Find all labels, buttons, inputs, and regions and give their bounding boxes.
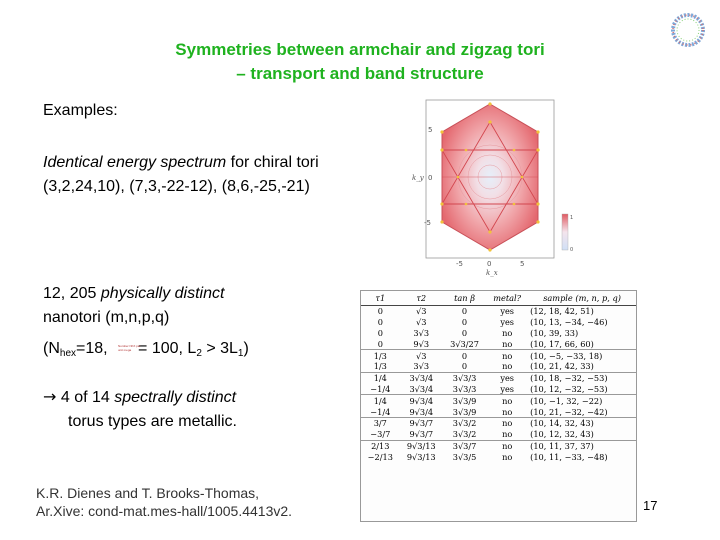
colorbar-tick-bottom: 0 <box>570 247 574 253</box>
cell-metal: no <box>502 406 513 417</box>
table-row <box>361 451 636 462</box>
cell-tanbeta: 0 <box>461 327 468 338</box>
cell-tau2: 9√3/4 <box>400 395 443 406</box>
reference-line-2: Ar.Xive: cond-mat.mes-hall/1005.4413v2. <box>36 503 293 519</box>
cell-tau2: 3√3 <box>413 327 430 338</box>
reference-line-1: K.R. Dienes and T. Brooks-Thomas, <box>36 485 260 501</box>
cell-tau1: −3/7 <box>370 429 391 440</box>
mini-formula-image: Number NhX per unit mega <box>118 344 141 352</box>
table-row <box>361 440 636 451</box>
y-tick-0: 0 <box>428 174 433 182</box>
distinct-line-1 <box>43 283 224 305</box>
cell-tanbeta: 0 <box>461 361 468 372</box>
cell-sample: (10, 21, 42, 33) <box>530 361 594 372</box>
cell-tau2: 3√3/4 <box>400 372 443 383</box>
cell-tanbeta: 0 <box>443 350 486 361</box>
cell-tau1: 3/7 <box>361 417 400 428</box>
cell-tanbeta: 3√3/2 <box>452 429 477 440</box>
cell-metal: yes <box>500 317 514 328</box>
cell-tau2: 3√3/4 <box>409 383 434 394</box>
cell-sample: (10, 21, −32, −42) <box>530 406 608 417</box>
title-line-1: Symmetries between armchair and zigzag tori <box>175 40 545 59</box>
ring-logo-icon <box>668 10 708 50</box>
identical-spectrum-italic: Identical energy spectrum <box>43 154 227 171</box>
cell-sample: (10, 12, 32, 43) <box>530 429 594 440</box>
cell-sample: (10, 11, 37, 37) <box>528 440 636 451</box>
col-header-sample: sample (m, n, p, q) <box>528 291 636 306</box>
cell-metal: yes <box>486 372 528 383</box>
nhex-subscript: hex <box>59 348 77 359</box>
cell-tau2: √3 <box>416 306 427 317</box>
table-row <box>361 384 636 395</box>
col-header-metal: metal? <box>486 291 528 306</box>
table-row <box>361 429 636 440</box>
cell-tau2: 9√3/13 <box>406 451 436 462</box>
distinct-count: 12, 205 <box>43 285 101 302</box>
cell-tanbeta: 3√3/5 <box>452 451 477 462</box>
l1-prefix: > 3L <box>201 340 238 357</box>
examples-label: Examples: <box>43 102 118 119</box>
band-structure-plot <box>398 94 584 278</box>
col-header-tanbeta: tan β <box>443 291 486 306</box>
cell-sample: (10, 17, 66, 60) <box>530 338 594 349</box>
cell-metal: no <box>502 429 513 440</box>
table-row <box>361 395 636 406</box>
y-tick-neg5: -5 <box>424 219 431 227</box>
cell-metal: no <box>502 327 513 338</box>
table-row <box>361 406 636 417</box>
cell-tau1: 1/4 <box>361 395 400 406</box>
x-tick-0: 0 <box>487 260 492 268</box>
cell-metal: yes <box>500 383 514 394</box>
table-row <box>361 372 636 383</box>
cell-tau1: 0 <box>377 338 383 349</box>
cell-tau2: 9√3/7 <box>409 429 434 440</box>
cell-metal: no <box>502 338 513 349</box>
cell-metal: no <box>486 417 528 428</box>
cell-sample: (10, 11, −33, −48) <box>530 451 608 462</box>
col-header-tau2: τ2 <box>400 291 443 306</box>
x-tick-neg5: -5 <box>456 260 463 268</box>
cell-sample: (12, 18, 42, 51) <box>530 306 594 317</box>
cell-sample: (10, 12, −32, −53) <box>530 383 608 394</box>
cell-tau1: 0 <box>377 306 383 317</box>
distinct-line-3 <box>43 338 249 365</box>
cell-tanbeta: 3√3/2 <box>443 417 486 428</box>
cell-tau2: 3√3 <box>413 361 430 372</box>
cell-tanbeta: 3√3/3 <box>443 372 486 383</box>
table-row <box>361 350 636 361</box>
metallic-line-2: torus types are metallic. <box>68 413 237 430</box>
colorbar <box>562 214 568 250</box>
identical-spectrum-line <box>43 152 319 174</box>
cell-tau2: √3 <box>400 350 443 361</box>
cell-metal: yes <box>500 306 514 317</box>
cell-tanbeta: 3√3/3 <box>452 383 477 394</box>
distinct-italic: physically distinct <box>100 285 225 302</box>
nhex-prefix: (N <box>43 340 60 357</box>
cell-tau1: −1/4 <box>370 406 391 417</box>
cell-tau1: −1/4 <box>370 383 391 394</box>
table-row <box>361 338 636 349</box>
cell-sample: (10, 14, 32, 43) <box>528 417 636 428</box>
cell-metal: no <box>486 350 528 361</box>
slide-title <box>100 38 620 86</box>
cell-metal: no <box>502 361 513 372</box>
table-row <box>361 317 636 328</box>
cell-metal: no <box>486 440 528 451</box>
x-axis-label: k_x <box>486 269 498 277</box>
table-header-row <box>361 291 636 306</box>
cell-tau2: √3 <box>416 317 427 328</box>
l2-prefix: = 100, L <box>138 340 197 357</box>
identical-spectrum-rest: for chiral tori <box>226 154 319 171</box>
table-row <box>361 306 636 317</box>
colorbar-tick-top: 1 <box>570 215 574 221</box>
l1-subscript: 1 <box>237 348 244 359</box>
cell-sample: (10, 39, 33) <box>530 327 579 338</box>
metallic-count: 4 of 14 <box>56 389 115 406</box>
cell-tau1: 1/3 <box>373 361 387 372</box>
cell-tau1: 0 <box>377 327 383 338</box>
cell-metal: no <box>502 451 513 462</box>
cell-tau1: 1/3 <box>361 350 400 361</box>
cell-tanbeta: 3√3/9 <box>452 406 477 417</box>
cell-tau2: 9√3/4 <box>409 406 434 417</box>
col-header-tau1: τ1 <box>361 291 400 306</box>
cell-sample: (10, 13, −34, −46) <box>530 317 608 328</box>
metallic-line-1 <box>43 386 236 409</box>
cell-tanbeta: 3√3/9 <box>443 395 486 406</box>
cell-tau2: 9√3/13 <box>400 440 443 451</box>
cell-sample: (10, −1, 32, −22) <box>528 395 636 406</box>
cell-sample: (10, −5, −33, 18) <box>528 350 636 361</box>
torus-types-table <box>360 290 637 522</box>
reference <box>36 484 292 520</box>
cell-tau1: 2/13 <box>361 440 400 451</box>
metallic-italic: spectrally distinct <box>114 389 237 406</box>
arrow-right-icon: → <box>43 387 57 406</box>
table-row <box>361 328 636 339</box>
cell-tanbeta: 0 <box>461 306 468 317</box>
cell-metal: no <box>486 395 528 406</box>
identical-tori-list: (3,2,24,10), (7,3,-22-12), (8,6,-25,-21) <box>43 178 310 195</box>
table-row <box>361 417 636 428</box>
nhex-value: =18, <box>76 340 113 357</box>
close-paren: ) <box>243 340 249 357</box>
cell-tanbeta: 0 <box>461 317 468 328</box>
distinct-line-2: nanotori (m,n,p,q) <box>43 309 170 326</box>
cell-tau1: 1/4 <box>361 372 400 383</box>
y-axis-label: k_y <box>412 174 424 182</box>
cell-tau1: −2/13 <box>367 451 393 462</box>
x-tick-5: 5 <box>520 260 525 268</box>
cell-tau2: 9√3/7 <box>400 417 443 428</box>
cell-tau2: 9√3 <box>413 338 430 349</box>
y-tick-5: 5 <box>428 126 433 134</box>
cell-tanbeta: 3√3/27 <box>450 338 479 349</box>
title-line-2: – transport and band structure <box>236 64 484 83</box>
cell-sample: (10, 18, −32, −53) <box>528 372 636 383</box>
table-row <box>361 361 636 372</box>
page-number: 17 <box>643 498 658 513</box>
cell-tau1: 0 <box>377 317 383 328</box>
l2-subscript: 2 <box>196 348 202 359</box>
cell-tanbeta: 3√3/7 <box>443 440 486 451</box>
